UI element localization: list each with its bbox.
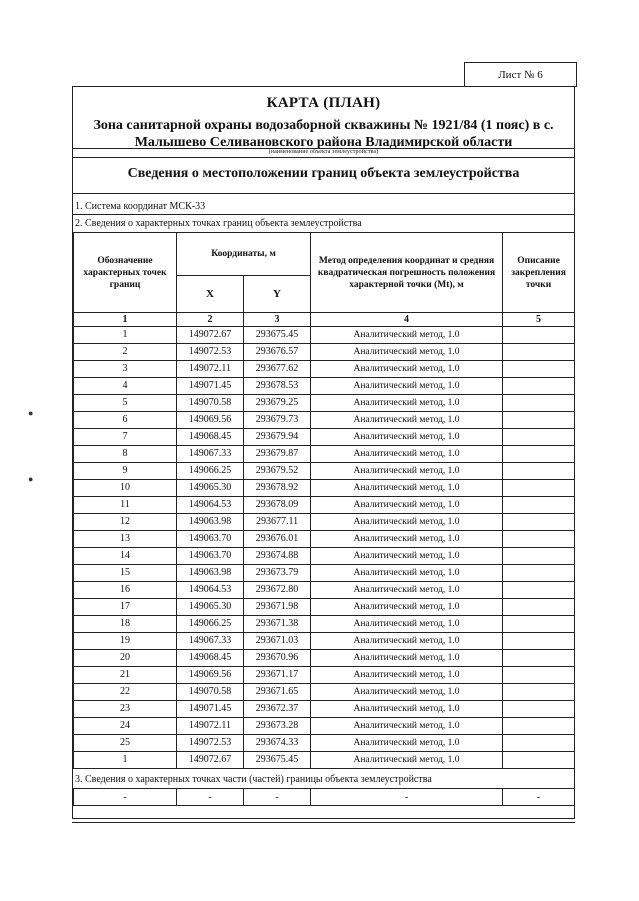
- coord-x: 149071.45: [177, 701, 244, 718]
- object-name-line1: Зона санитарной охраны водозаборной скважины № 1921/84 (1 пояс) в с.: [93, 118, 554, 133]
- table-row: [74, 701, 575, 718]
- method: Аналитический метод, 1.0: [311, 650, 503, 667]
- coord-y: 293678.92: [244, 480, 311, 497]
- point-number: 22: [74, 684, 177, 701]
- coord-y: 293678.53: [244, 378, 311, 395]
- point-number: 1: [74, 327, 177, 344]
- coord-y: 293673.79: [244, 565, 311, 582]
- table-row: [74, 650, 575, 667]
- margin-mark: ●: [28, 408, 34, 418]
- coord-x: 149066.25: [177, 463, 244, 480]
- coord-x: 149067.33: [177, 633, 244, 650]
- table-row: [74, 463, 575, 480]
- method: Аналитический метод, 1.0: [311, 548, 503, 565]
- coord-y: 293679.87: [244, 446, 311, 463]
- method: Аналитический метод, 1.0: [311, 446, 503, 463]
- method: Аналитический метод, 1.0: [311, 599, 503, 616]
- section2-title: 2. Сведения о характерных точках границ объекта землеустройства: [75, 218, 362, 229]
- point-description: [503, 463, 575, 480]
- coord-x: 149067.33: [177, 446, 244, 463]
- part-points-row: [74, 789, 575, 806]
- method: Аналитический метод, 1.0: [311, 667, 503, 684]
- point-number: 20: [74, 650, 177, 667]
- point-number: 14: [74, 548, 177, 565]
- method: Аналитический метод, 1.0: [311, 361, 503, 378]
- column-number: 3: [244, 313, 311, 327]
- section-divider: [73, 193, 574, 194]
- coord-y: 293670.96: [244, 650, 311, 667]
- point-description: [503, 480, 575, 497]
- point-number: 1: [74, 752, 177, 769]
- method: Аналитический метод, 1.0: [311, 327, 503, 344]
- coord-x: 149069.56: [177, 667, 244, 684]
- coord-x: 149070.58: [177, 684, 244, 701]
- coordinate-system-rule: [73, 214, 574, 215]
- point-number: 19: [74, 633, 177, 650]
- point-description: [503, 616, 575, 633]
- table-row: [74, 446, 575, 463]
- point-number: 15: [74, 565, 177, 582]
- table-row: [74, 344, 575, 361]
- coord-y: 293673.28: [244, 718, 311, 735]
- method: Аналитический метод, 1.0: [311, 752, 503, 769]
- coord-y: 293671.98: [244, 599, 311, 616]
- method: Аналитический метод, 1.0: [311, 633, 503, 650]
- point-number: 18: [74, 616, 177, 633]
- coord-x: 149068.45: [177, 650, 244, 667]
- point-number: 5: [74, 395, 177, 412]
- col-header-description: Описание закрепления точки: [503, 233, 575, 313]
- coord-x: 149065.30: [177, 599, 244, 616]
- col-header-x: X: [177, 276, 244, 313]
- coord-x: 149072.53: [177, 344, 244, 361]
- method: Аналитический метод, 1.0: [311, 701, 503, 718]
- point-number: 21: [74, 667, 177, 684]
- point-description: [503, 497, 575, 514]
- table-row: [74, 582, 575, 599]
- document-frame: [72, 86, 575, 819]
- point-description: [503, 701, 575, 718]
- coord-y: 293679.25: [244, 395, 311, 412]
- point-number: 6: [74, 412, 177, 429]
- coord-y: 293671.03: [244, 633, 311, 650]
- table-row: [74, 429, 575, 446]
- coord-y: 293675.45: [244, 752, 311, 769]
- point-description: [503, 514, 575, 531]
- coord-y: 293675.45: [244, 327, 311, 344]
- coord-y: 293671.17: [244, 667, 311, 684]
- coord-x: 149072.11: [177, 361, 244, 378]
- coordinates-table: [73, 232, 575, 769]
- method: Аналитический метод, 1.0: [311, 412, 503, 429]
- point-description: [503, 395, 575, 412]
- coord-y: 293676.57: [244, 344, 311, 361]
- sheet-number: Лист № 6: [498, 68, 543, 81]
- table-row: [74, 497, 575, 514]
- table-row: [74, 548, 575, 565]
- table-row: [74, 378, 575, 395]
- col-header-coordinates: Координаты, м: [177, 233, 311, 276]
- object-name-caption: (наименование объекта землеустройства): [268, 149, 379, 155]
- coord-x: 149072.53: [177, 735, 244, 752]
- coord-y: 293677.11: [244, 514, 311, 531]
- coord-y: 293679.73: [244, 412, 311, 429]
- method: Аналитический метод, 1.0: [311, 718, 503, 735]
- coord-x: 149065.30: [177, 480, 244, 497]
- coord-y: 293671.65: [244, 684, 311, 701]
- part-points-cell: -: [74, 789, 177, 806]
- point-number: 8: [74, 446, 177, 463]
- point-description: [503, 735, 575, 752]
- coord-x: 149063.70: [177, 548, 244, 565]
- table-row: [74, 735, 575, 752]
- point-description: [503, 582, 575, 599]
- coord-y: 293672.37: [244, 701, 311, 718]
- column-number-row: [74, 313, 575, 327]
- method: Аналитический метод, 1.0: [311, 429, 503, 446]
- point-description: [503, 548, 575, 565]
- coord-y: 293674.33: [244, 735, 311, 752]
- column-number: 5: [503, 313, 575, 327]
- margin-mark: ●: [28, 474, 34, 484]
- method: Аналитический метод, 1.0: [311, 514, 503, 531]
- table-row: [74, 718, 575, 735]
- method: Аналитический метод, 1.0: [311, 616, 503, 633]
- point-description: [503, 599, 575, 616]
- table-row: [74, 395, 575, 412]
- point-description: [503, 565, 575, 582]
- coord-y: 293676.01: [244, 531, 311, 548]
- column-number: 2: [177, 313, 244, 327]
- point-description: [503, 361, 575, 378]
- coord-x: 149063.70: [177, 531, 244, 548]
- point-description: [503, 344, 575, 361]
- point-description: [503, 752, 575, 769]
- frame-bottom-line: [72, 822, 575, 823]
- coordinate-system: 1. Система координат МСК-33: [75, 201, 206, 212]
- table-row: [74, 565, 575, 582]
- coord-y: 293671.38: [244, 616, 311, 633]
- point-number: 25: [74, 735, 177, 752]
- document-title: КАРТА (ПЛАН): [266, 95, 381, 111]
- point-number: 10: [74, 480, 177, 497]
- col-header-point: Обозначение характерных точек границ: [74, 233, 177, 313]
- col-header-method: Метод определения координат и средняя квадратическая погрешность положения характерной точки (Mt), м: [311, 233, 503, 313]
- coord-x: 149069.56: [177, 412, 244, 429]
- method: Аналитический метод, 1.0: [311, 582, 503, 599]
- part-points-cell: -: [244, 789, 311, 806]
- method: Аналитический метод, 1.0: [311, 497, 503, 514]
- point-description: [503, 718, 575, 735]
- table-row: [74, 752, 575, 769]
- col-header-y: Y: [244, 276, 311, 313]
- table-row: [74, 684, 575, 701]
- method: Аналитический метод, 1.0: [311, 565, 503, 582]
- point-description: [503, 327, 575, 344]
- point-number: 3: [74, 361, 177, 378]
- method: Аналитический метод, 1.0: [311, 684, 503, 701]
- coord-y: 293677.62: [244, 361, 311, 378]
- method: Аналитический метод, 1.0: [311, 344, 503, 361]
- coord-x: 149063.98: [177, 514, 244, 531]
- table-row: [74, 599, 575, 616]
- table-row: [74, 667, 575, 684]
- sheet-number-box: [464, 62, 577, 87]
- point-description: [503, 429, 575, 446]
- point-description: [503, 667, 575, 684]
- method: Аналитический метод, 1.0: [311, 378, 503, 395]
- method: Аналитический метод, 1.0: [311, 531, 503, 548]
- point-description: [503, 412, 575, 429]
- point-number: 13: [74, 531, 177, 548]
- coord-y: 293678.09: [244, 497, 311, 514]
- table-row: [74, 616, 575, 633]
- point-number: 24: [74, 718, 177, 735]
- coord-x: 149068.45: [177, 429, 244, 446]
- table-row: [74, 327, 575, 344]
- coord-y: 293674.88: [244, 548, 311, 565]
- method: Аналитический метод, 1.0: [311, 480, 503, 497]
- point-number: 4: [74, 378, 177, 395]
- table-row: [74, 514, 575, 531]
- method: Аналитический метод, 1.0: [311, 735, 503, 752]
- coord-y: 293679.94: [244, 429, 311, 446]
- point-number: 7: [74, 429, 177, 446]
- point-number: 2: [74, 344, 177, 361]
- table-row: [74, 361, 575, 378]
- point-description: [503, 684, 575, 701]
- header-divider: [73, 157, 574, 158]
- method: Аналитический метод, 1.0: [311, 463, 503, 480]
- point-number: 12: [74, 514, 177, 531]
- point-number: 17: [74, 599, 177, 616]
- coord-x: 149072.67: [177, 752, 244, 769]
- coord-x: 149071.45: [177, 378, 244, 395]
- table-row: [74, 412, 575, 429]
- coordinates-body: [74, 327, 575, 769]
- column-number: 4: [311, 313, 503, 327]
- section-title: Сведения о местоположении границ объекта землеустройства: [127, 166, 520, 181]
- table-row: [74, 531, 575, 548]
- coord-x: 149063.98: [177, 565, 244, 582]
- object-name-line2: Малышево Селивановского района Владимирской области: [134, 135, 513, 150]
- part-points-cell: -: [311, 789, 503, 806]
- point-number: 16: [74, 582, 177, 599]
- coord-x: 149072.11: [177, 718, 244, 735]
- point-description: [503, 446, 575, 463]
- table-row: [74, 480, 575, 497]
- coord-y: 293679.52: [244, 463, 311, 480]
- part-points-table: [73, 788, 575, 806]
- point-description: [503, 650, 575, 667]
- part-points-cell: -: [177, 789, 244, 806]
- part-points-cell: -: [503, 789, 575, 806]
- point-number: 11: [74, 497, 177, 514]
- coord-x: 149064.53: [177, 497, 244, 514]
- coord-x: 149070.58: [177, 395, 244, 412]
- method: Аналитический метод, 1.0: [311, 395, 503, 412]
- table-row: [74, 633, 575, 650]
- section3-title: 3. Сведения о характерных точках части (частей) границы объекта землеустройства: [75, 774, 432, 785]
- point-number: 23: [74, 701, 177, 718]
- coord-y: 293672.80: [244, 582, 311, 599]
- point-description: [503, 378, 575, 395]
- point-number: 9: [74, 463, 177, 480]
- point-description: [503, 531, 575, 548]
- coord-x: 149072.67: [177, 327, 244, 344]
- coord-x: 149066.25: [177, 616, 244, 633]
- point-description: [503, 633, 575, 650]
- coord-x: 149064.53: [177, 582, 244, 599]
- column-number: 1: [74, 313, 177, 327]
- object-name: [73, 117, 574, 151]
